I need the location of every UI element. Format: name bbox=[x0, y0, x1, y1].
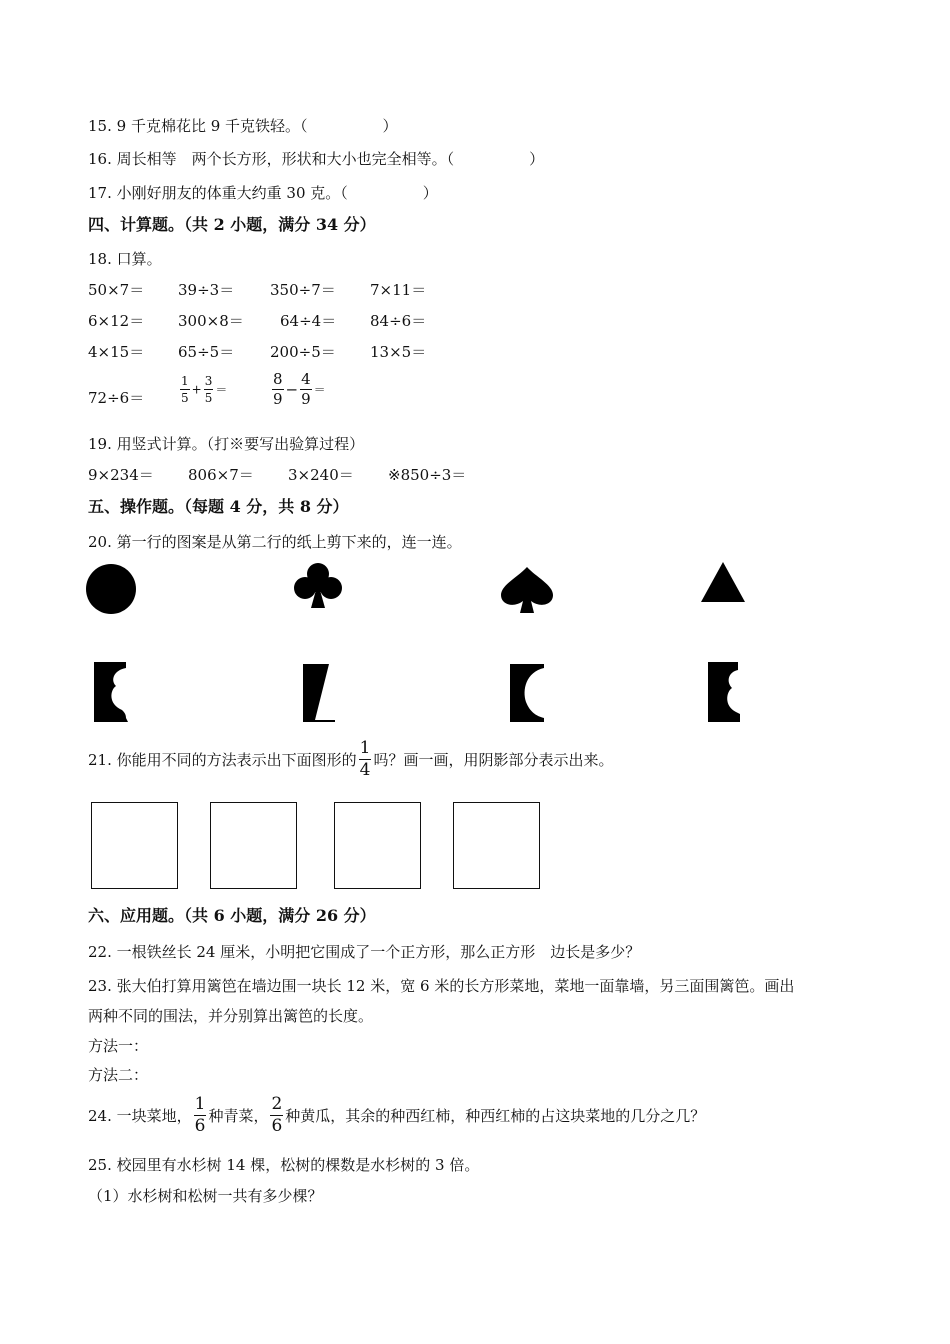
cutout-paper-1 bbox=[92, 660, 130, 724]
calc-item: 13×5＝ bbox=[370, 343, 427, 361]
calc-item: 65÷5＝ bbox=[178, 343, 235, 361]
calc-item: 300×8＝ bbox=[178, 312, 244, 330]
triangle-icon bbox=[699, 560, 747, 604]
section-4-title: 四、计算题。（共 2 小题，满分 34 分） bbox=[88, 215, 376, 234]
calc-item: 50×7＝ bbox=[88, 281, 145, 299]
square-drawing-box[interactable] bbox=[453, 802, 540, 889]
calc-item: 64÷4＝ bbox=[280, 312, 337, 330]
calc-item: 3×240＝ bbox=[288, 466, 354, 484]
calc-item: 4×15＝ bbox=[88, 343, 145, 361]
question-17: 17. 小刚好朋友的体重大约重 30 克。（ ） bbox=[88, 184, 438, 202]
method-one-label: 方法一： bbox=[88, 1037, 149, 1055]
calc-item: 200÷5＝ bbox=[270, 343, 336, 361]
fraction-sum-expression: $\frac{1}{5}$ + $\frac{3}{5}$ ＝ bbox=[181, 374, 228, 405]
calc-item: 6×12＝ bbox=[88, 312, 145, 330]
cutout-paper-2 bbox=[301, 662, 337, 724]
question-25-sub-1: （1）水杉树和松树一共有多少棵？ bbox=[88, 1187, 323, 1205]
method-two-label: 方法二： bbox=[88, 1066, 149, 1084]
fraction-diff-expression: $\frac{8}{9}$ − $\frac{4}{9}$ ＝ bbox=[273, 370, 326, 408]
calc-item: 806×7＝ bbox=[188, 466, 254, 484]
question-19-label: 19. 用竖式计算。（打※要写出验算过程） bbox=[88, 435, 365, 453]
calc-item: 72÷6＝ bbox=[88, 389, 145, 407]
calc-item: 9×234＝ bbox=[88, 466, 154, 484]
question-23-line-2: 两种不同的围法，并分别算出篱笆的长度。 bbox=[88, 1007, 374, 1025]
calc-item: 84÷6＝ bbox=[370, 312, 427, 330]
square-drawing-box[interactable] bbox=[334, 802, 421, 889]
question-18-label: 18. 口算。 bbox=[88, 250, 162, 268]
club-icon bbox=[292, 562, 344, 610]
question-21: 21. 你能用不同的方法表示出下面图形的 $\frac{1}{4}$ 吗？画一画，用阴影部分表示出来。 bbox=[88, 738, 614, 780]
question-24: 24. 一块菜地， $\frac{1}{6}$ 种青菜， $\frac{2}{6}$ 种黄瓜，其余的种西红柿，种西红柿的占这块菜地的几分之几？ bbox=[88, 1094, 706, 1136]
section-5-title: 五、操作题。（每题 4 分，共 8 分） bbox=[88, 497, 349, 516]
calc-item: 39÷3＝ bbox=[178, 281, 235, 299]
cutout-paper-3 bbox=[508, 662, 546, 724]
cutout-paper-4 bbox=[706, 660, 742, 724]
question-22: 22. 一根铁丝长 24 厘米，小明把它围成了一个正方形，那么正方形 边长是多少？ bbox=[88, 943, 641, 961]
calc-item: 7×11＝ bbox=[370, 281, 427, 299]
question-15: 15. 9 千克棉花比 9 千克铁轻。（ ） bbox=[88, 117, 398, 135]
spade-icon bbox=[498, 565, 556, 615]
section-6-title: 六、应用题。（共 6 小题，满分 26 分） bbox=[88, 906, 376, 925]
calc-item: 350÷7＝ bbox=[270, 281, 336, 299]
question-25: 25. 校园里有水杉树 14 棵，松树的棵数是水杉树的 3 倍。 bbox=[88, 1156, 480, 1174]
square-drawing-box[interactable] bbox=[91, 802, 178, 889]
question-23-line-1: 23. 张大伯打算用篱笆在墙边围一块长 12 米，宽 6 米的长方形菜地，菜地一面靠墙，另三面围篱笆。画出 bbox=[88, 977, 795, 995]
square-drawing-box[interactable] bbox=[210, 802, 297, 889]
calc-item: ※850÷3＝ bbox=[388, 466, 467, 484]
question-16: 16. 周长相等 两个长方形，形状和大小也完全相等。（ ） bbox=[88, 150, 545, 168]
circle-icon bbox=[85, 563, 137, 615]
question-20-label: 20. 第一行的图案是从第二行的纸上剪下来的，连一连。 bbox=[88, 533, 462, 551]
